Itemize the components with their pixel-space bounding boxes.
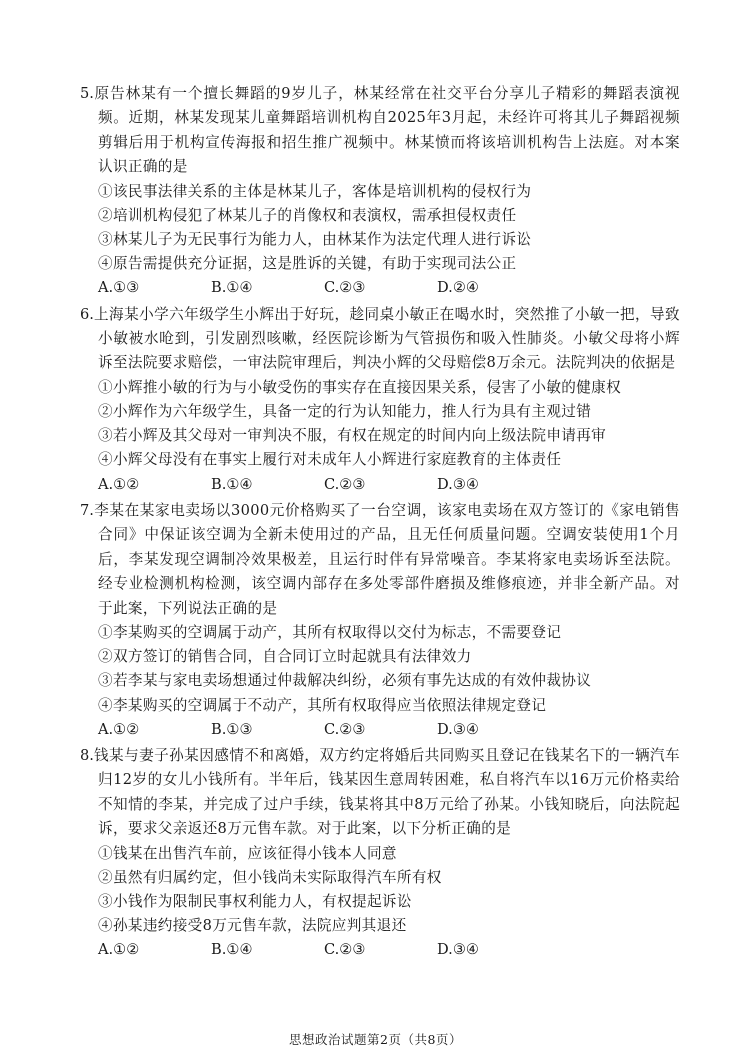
choice-c: C.②③ (324, 279, 366, 297)
choice-a: A.①② (98, 941, 140, 959)
statement-3: ③小钱作为限制民事权利能力人，有权提起诉讼 (98, 892, 412, 910)
choice-a: A.①② (98, 720, 140, 738)
choice-a: A.①③ (98, 279, 140, 297)
question-number: 5. (80, 85, 94, 102)
question-number: 8. (80, 746, 94, 764)
statement-1: ①该民事法律关系的主体是林某儿子，客体是培训机构的侵权行为 (98, 182, 532, 200)
statement-3: ③若小辉及其父母对一审判决不服，有权在规定的时间内向上级法院申请再审 (98, 427, 607, 445)
question-stem (80, 82, 680, 180)
question-8 (80, 744, 680, 963)
choice-d: D.③④ (437, 941, 479, 959)
question-text: 钱某与妻子孙某因感情不和离婚，双方约定将婚后共同购买且登记在钱某名下的一辆汽车归12岁的女儿小钱所有。半年后，钱某因生意周转困难，私自将汽车以16万元价格卖给不知情的李某，并完成了过户手续，钱某将其中8万元给了孙某。小钱知晓后，向法院起诉，要求父亲返还8万元售车款。对于此案，以下分析正确的是 (93, 746, 680, 838)
statement-4: ④李某购买的空调属于不动产，其所有权取得应当依照法律规定登记 (98, 696, 547, 714)
choice-c: C.②③ (324, 720, 366, 738)
choice-d: D.③④ (437, 475, 479, 493)
page-footer: 思想政治试题第2页（共8页） (289, 1032, 462, 1047)
question-stem (80, 744, 680, 842)
statement-3: ③若李某与家电卖场想通过仲裁解决纠纷，必须有事先达成的有效仲裁协议 (98, 672, 592, 690)
choice-c: C.②③ (324, 475, 366, 493)
question-number: 6. (80, 305, 94, 323)
statement-2: ②双方签订的销售合同，自合同订立时起就具有法律效力 (98, 648, 472, 666)
statement-4: ④孙某违约接受8万元售车款，法院应判其退还 (98, 917, 407, 935)
statement-1: ①钱某在出售汽车前，应该征得小钱本人同意 (98, 844, 397, 862)
question-stem (80, 499, 680, 621)
choice-b: B.①④ (211, 279, 253, 297)
question-list (80, 82, 680, 965)
statement-2: ②虽然有归属约定，但小钱尚未实际取得汽车所有权 (98, 868, 442, 886)
statement-4: ④小辉父母没有在事实上履行对未成年人小辉进行家庭教育的主体责任 (98, 451, 562, 469)
choice-d: D.③④ (437, 720, 479, 738)
question-6 (80, 303, 680, 497)
answer-choices (80, 473, 680, 497)
statement-1: ①小辉推小敏的行为与小敏受伤的事实存在直接因果关系，侵害了小敏的健康权 (98, 378, 622, 396)
answer-choices (80, 938, 680, 962)
question-number: 7. (80, 501, 94, 519)
statement-2: ②培训机构侵犯了林某儿子的肖像权和表演权，需承担侵权责任 (98, 206, 517, 224)
question-text: 上海某小学六年级学生小辉出于好玩，趁同桌小敏正在喝水时，突然推了小敏一把，导致小敏被水呛到，引发剧烈咳嗽，经医院诊断为气管损伤和吸入性肺炎。小敏父母将小辉诉至法院要求赔偿，一审法院审理后，判决小辉的父母赔偿8万余元。法院判决的依据是 (93, 305, 680, 372)
question-7 (80, 499, 680, 742)
question-text: 李某在某家电卖场以3000元价格购买了一台空调，该家电卖场在双方签订的《家电销售合同》中保证该空调为全新未使用过的产品，且无任何质量问题。空调安装使用1个月后，李某发现空调制冷效果极差，且运行时伴有异常噪音。李某将家电卖场诉至法院。经专业检测机构检测，该空调内部存在多处零部件磨损及维修痕迹，并非全新产品。对于此案，下列说法正确的是 (93, 501, 680, 617)
statement-1: ①李某购买的空调属于动产，其所有权取得以交付为标志，不需要登记 (98, 623, 562, 641)
choice-c: C.②③ (324, 941, 366, 959)
choice-d: D.②④ (437, 279, 479, 297)
choice-b: B.①④ (211, 941, 253, 959)
statement-3: ③林某儿子为无民事行为能力人，由林某作为法定代理人进行诉讼 (98, 231, 532, 249)
question-5 (80, 82, 680, 301)
question-text: 原告林某有一个擅长舞蹈的9岁儿子，林某经常在社交平台分享儿子精彩的舞蹈表演视频。近期，林某发现某儿童舞蹈培训机构自2025年3月起，未经许可将其儿子舞蹈视频剪辑后用于机构宣传海报和招生推广视频中。林某愤而将该培训机构告上法庭。对本案认识正确的是 (93, 85, 680, 176)
choice-b: B.①④ (211, 475, 253, 493)
statement-4: ④原告需提供充分证据，这是胜诉的关键，有助于实现司法公正 (98, 255, 517, 273)
question-stem (80, 303, 680, 376)
answer-choices (80, 276, 680, 300)
choice-b: B.①③ (211, 720, 253, 738)
statement-2: ②小辉作为六年级学生，具备一定的行为认知能力，推人行为具有主观过错 (98, 403, 592, 421)
choice-a: A.①② (98, 475, 140, 493)
answer-choices (80, 718, 680, 742)
